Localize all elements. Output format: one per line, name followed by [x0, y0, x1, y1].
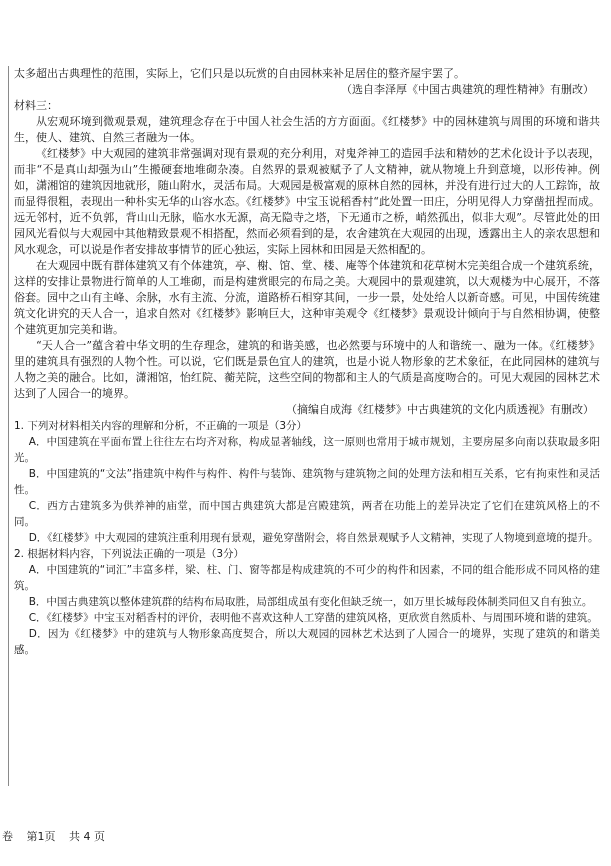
- material-3-para-4: “天人合一”蕴含着中华文明的生存理念，建筑的和谐美感，也必然要与环境中的人和谐统一、融为一体。《红楼梦》里的建筑具有强烈的人物个性。可以说，它们既是景色宜人的建筑，也是小说人物形象的艺术象征，在此同园林的建筑与人物之美的融合。比如，潇湘馆，怡红院、蘅芜院，这些空间的物都和主人的气质是高度吻合的。可见大观园的园林艺术达到了人园合一的境界。: [14, 339, 600, 400]
- question-1-stem: 1. 下列对材料相关内容的理解和分析，不正确的一项是（3分）: [14, 420, 308, 432]
- material-3-para-3: 在大观园中既有群体建筑又有个体建筑，亭、榭、馆、堂、楼、庵等个体建筑和花草树木完美组合成一个建筑系统，这样的安排让景物进行简单的人工堆砌，而是构建赏眼完的布局之美。大观园中的景观建筑，以大观楼为中心展开，不落俗套。园中之山有主峰、余脉，水有主流、分流，道路桥石相穿其间，一步一景，处处给人以新奇感。可见，中国传统建筑文化讲究的天人合一，追求自然对《红楼梦》影响巨大，这种审美观令《红楼梦》景观设计倾向于与自然相协调，使整个建筑更加完美和谐。: [14, 259, 600, 336]
- question-1-option-a: A．中国建筑在平面布置上往往左右均齐对称，构成显著轴线，这一原则也常用于城市规划，主要房屋多向南以获取最多阳光。: [14, 436, 600, 464]
- intro-line: 太多超出古典理性的范围，实际上，它们只是以玩赏的自由园林来补足居住的整齐屋宇罢了。: [14, 67, 465, 80]
- binding-margin-line: [8, 66, 9, 786]
- question-1-option-c: C．西方古建筑多为供养神的庙堂，而中国古典建筑大都是宫殿建筑，两者在功能上的差异决定了它们在建筑风格上的不同。: [14, 500, 600, 528]
- source-note-2: （摘编自成海《红楼梦》中古典建筑的文化内质透视》有删改）: [286, 403, 594, 416]
- source-note-1: （选自李泽厚《中国古典建筑的理性精神》有删改）: [341, 83, 594, 96]
- question-1-option-d: D．《红楼梦》中大观园的建筑注重利用现有景观，避免穿凿附会，将自然景观赋予人文精神，实现了人物境到意境的提升。: [28, 532, 599, 544]
- question-2-stem: 2. 根据材料内容，下列说法正确的一项是（3分）: [14, 548, 245, 560]
- question-1-option-b: B．中国建筑的“文法”指建筑中构件与构件、构件与装饰、建筑物与建筑物之间的处理方法和相互关系，它有拘束性和灵活性。: [14, 468, 600, 496]
- question-2-option-c: C．《红楼梦》中宝玉对稻香村的评价，表明他不喜欢这种人工穿凿的建筑风格，更欣赏自然质朴、与周围环境和谐的建筑。: [28, 612, 598, 624]
- footer-total-pages: 共 4 页: [69, 830, 105, 843]
- material-3-para-1: 从宏观环境到微观景观，建筑理念存在于中国人社会生活的方方面面。《红楼梦》中的园林建筑与周围的环境和谐共生，使人、建筑、自然三者融为一体。: [14, 115, 600, 144]
- footer-label: 卷: [2, 830, 13, 843]
- question-2-option-d: D．因为《红楼梦》中的建筑与人物形象高度契合，所以大观园的园林艺术达到了人园合一的境界，实现了建筑的和谐美感。: [14, 628, 600, 656]
- material-3-heading: 材料三：: [14, 99, 58, 112]
- question-2-option-a: A．中国建筑的“词汇”丰富多样，梁、柱、门、窗等都是构成建筑的不可少的构件和因素，不同的组合能形成不同风格的建筑。: [14, 564, 600, 592]
- material-3-para-2: 《红楼梦》中大观园的建筑非常强调对现有景观的充分利用，对鬼斧神工的造园手法和精妙的艺术化设计予以表现，而非“不是真山却强为山”生搬硬套地堆砌杂凑。自然界的景观被赋予了人文精神，就从物境上升到意境，以形传神。例如，潇湘馆的建筑因地就形，随山附水，灵活布局。大观园是极富观的原林自然的园林，并没有进行过大的人工踪饰，故而显得很粗，表现出一种朴实无华的山容水态。《红楼梦》中宝玉说稻香村“此处置一田庄，分明见得人力穿凿扭捏而成。远无邻村，近不负郭，背山山无脉，临水水无源，高无隐寺之塔，下无通市之桥，峭然孤出，似非大观”。尽管此处的田园风光看似与大观园中其他精致景观不相搭配，然而必须看到的是，农舍建筑在大观园的出现，透露出主人的亲农思想和风水观念，可以说是作者安排故事情节的匠心独运，实际上园林和田园是天然相配的。: [14, 147, 600, 256]
- footer-page-number: 第1页: [26, 830, 56, 843]
- question-2-option-b: B．中国古典建筑以整体建筑群的结构布局取胜，局部组成虽有变化但缺乏统一，如万里长城每段体制类同但又自有独立。: [28, 596, 593, 608]
- page-content: [14, 66, 600, 658]
- page-footer: [2, 828, 115, 844]
